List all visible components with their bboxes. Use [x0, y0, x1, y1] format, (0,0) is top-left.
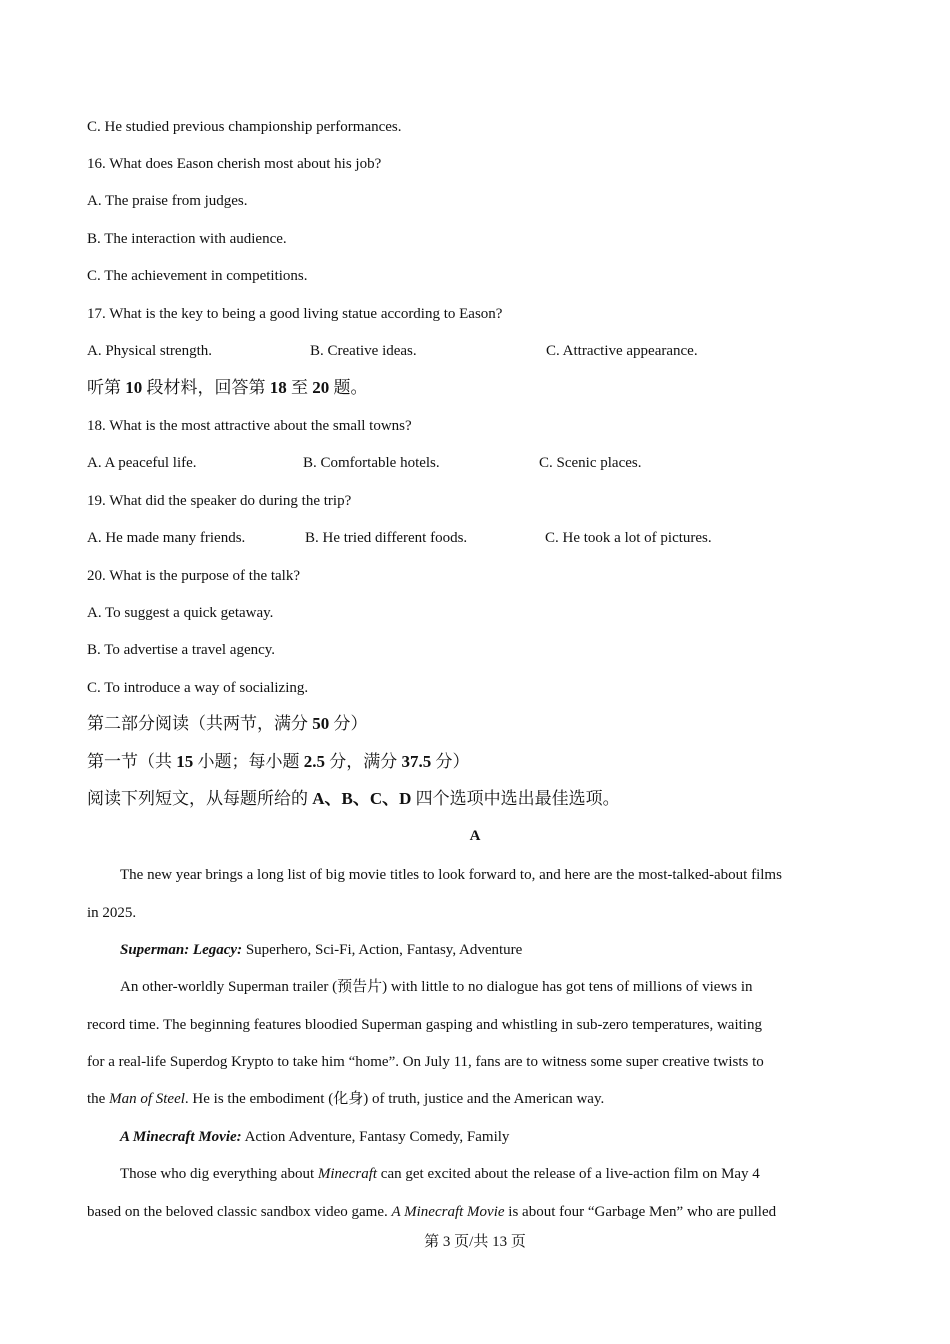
option-a-q20: A. To suggest a quick getaway.	[87, 605, 274, 621]
paragraph-1-line-1: The new year brings a long list of big movie titles to look forward to, and here are the most-talked-about films	[120, 867, 782, 883]
option-c-q20: C. To introduce a way of socializing.	[87, 680, 309, 696]
option-c-q17: C. Attractive appearance.	[546, 343, 698, 359]
question-18: 18. What is the most attractive about the small towns?	[87, 418, 412, 434]
option-b-q16: B. The interaction with audience.	[87, 231, 287, 247]
section-10-instruction: 听第 10 段材料，回答第 18 至 20 题。	[87, 378, 368, 397]
film-1-heading: Superman: Legacy: Superhero, Sci-Fi, Action, Fantasy, Adventure	[120, 942, 523, 958]
option-c-q19: C. He took a lot of pictures.	[545, 530, 712, 546]
question-19: 19. What did the speaker do during the trip?	[87, 493, 352, 509]
paragraph-1-line-2: in 2025.	[87, 905, 137, 921]
option-b-q17: B. Creative ideas.	[310, 343, 417, 359]
option-b-q19: B. He tried different foods.	[305, 530, 468, 546]
part-two-heading: 第二部分阅读（共两节，满分 50 分）	[87, 714, 368, 733]
paragraph-3-line-2: based on the beloved classic sandbox video game. A Minecraft Movie is about four “Garbage Men” who are pulled	[87, 1204, 777, 1220]
option-a-q19: A. He made many friends.	[87, 530, 246, 546]
question-16: 16. What does Eason cherish most about his job?	[87, 156, 382, 172]
option-b-q20: B. To advertise a travel agency.	[87, 642, 276, 658]
reading-instruction: 阅读下列短文，从每题所给的 A、B、C、D 四个选项中选出最佳选项。	[87, 789, 620, 808]
option-c-q18: C. Scenic places.	[539, 455, 642, 471]
passage-label: A	[469, 828, 481, 844]
option-a-q18: A. A peaceful life.	[87, 455, 197, 471]
question-17: 17. What is the key to being a good living statue according to Eason?	[87, 306, 503, 322]
paragraph-3-line-1: Those who dig everything about Minecraft can get excited about the release of a live-action film on May 4	[120, 1166, 760, 1182]
option-c-q15: C. He studied previous championship performances.	[87, 119, 402, 135]
option-b-q18: B. Comfortable hotels.	[303, 455, 440, 471]
question-20: 20. What is the purpose of the talk?	[87, 568, 301, 584]
paragraph-2-line-4: the Man of Steel. He is the embodiment (化身) of truth, justice and the American way.	[87, 1091, 605, 1107]
option-c-q16: C. The achievement in competitions.	[87, 268, 308, 284]
paragraph-2-line-1: An other-worldly Superman trailer (预告片) with little to no dialogue has got tens of millions of views in	[120, 979, 753, 995]
paragraph-2-line-2: record time. The beginning features bloodied Superman gasping and whistling in sub-zero temperatures, waiting	[87, 1017, 762, 1033]
film-2-heading: A Minecraft Movie: Action Adventure, Fantasy Comedy, Family	[120, 1129, 510, 1145]
page-footer: 第 3 页/共 13 页	[424, 1234, 526, 1250]
section-one-heading: 第一节（共 15 小题；每小题 2.5 分，满分 37.5 分）	[87, 752, 470, 771]
option-a-q16: A. The praise from judges.	[87, 193, 248, 209]
option-a-q17: A. Physical strength.	[87, 343, 212, 359]
paragraph-2-line-3: for a real-life Superdog Krypto to take him “home”. On July 11, fans are to witness some super creative twists to	[87, 1054, 764, 1070]
